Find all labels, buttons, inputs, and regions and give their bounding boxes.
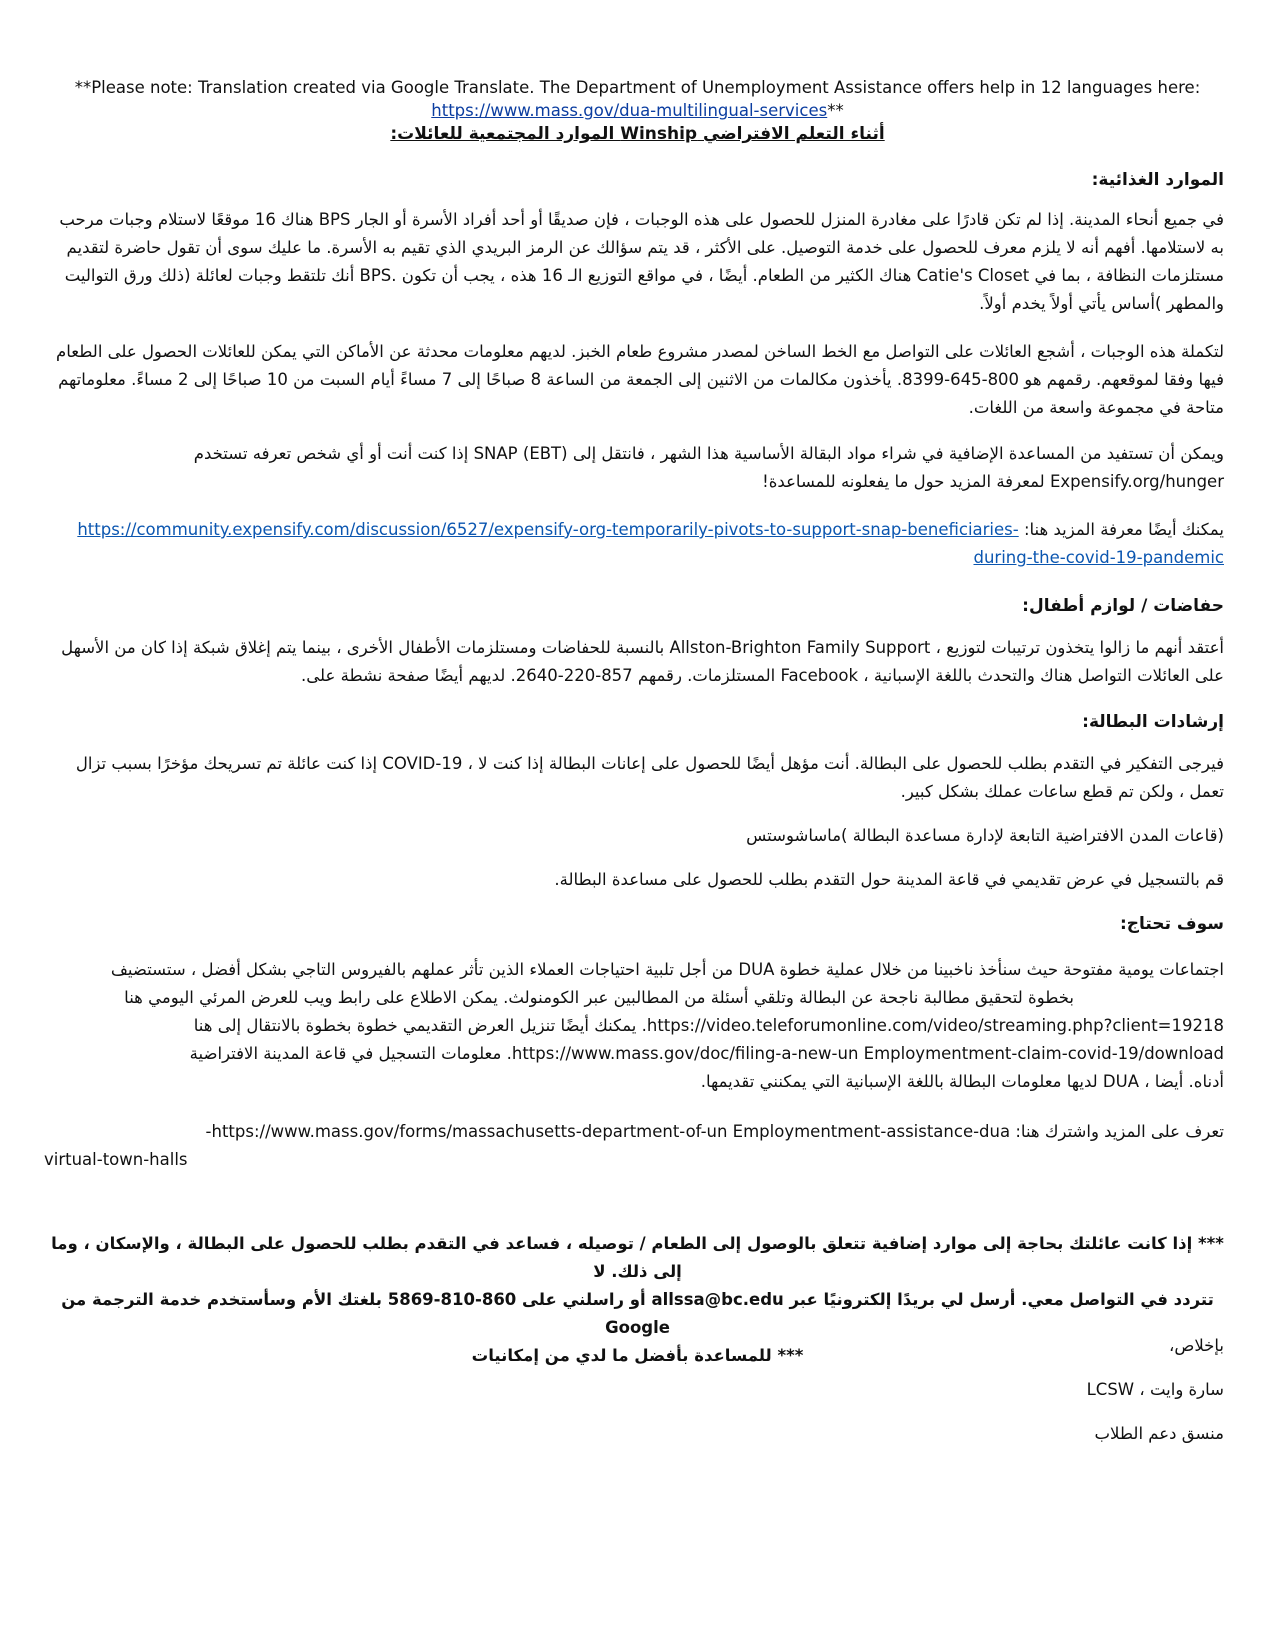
diapers-paragraph: أعتقد أنهم ما زالوا يتخذون ترتيبات لتوزيع ، Allston-Brighton Family Support بالنسبة للحفاضات ومستلزمات الأطفال الأخرى ، بينما يتم إغلاق شبكة إذا كان من الأسهل على العائلات التواصل هناك والتحدث باللغة الإسبانية ، Facebook المستلزمات. رقمهم 857-220-2640. لديهم أيضًا صفحة نشطة على. <box>61 638 1224 685</box>
food-paragraph-3: ويمكن أن تستفيد من المساعدة الإضافية في شراء مواد البقالة الأساسية هذا الشهر ، فانتقل إلى SNAP (EBT) إذا كنت أنت أو أي شخص تعرفه تستخدم Expensify.org/hunger لمعرفة المزيد حول ما يفعلونه للمساعدة! <box>193 444 1224 491</box>
expensify-more-info <box>44 516 1224 572</box>
need-line-1: اجتماعات يومية مفتوحة حيث سنأخذ ناخبينا من خلال عملية خطوة DUA من أجل تلبية احتياجات العملاء الذين تأثر عملهم بالفيروس التاجي بشكل أفضل ، ستستضيف <box>110 960 1224 979</box>
more-info-label: يمكنك أيضًا معرفة المزيد هنا: <box>1023 520 1224 539</box>
signature-name: سارة وايت ، LCSW <box>1086 1380 1224 1399</box>
diapers-heading: حفاضات / لوازم أطفال: <box>1022 596 1224 616</box>
unemployment-paragraph-1: فيرجى التفكير في التقدم بطلب للحصول على البطالة. أنت مؤهل أيضًا للحصول على إعانات البطالة إذا كنت لا ، COVID-19 إذا كنت عائلة تم تسريحك مؤخرًا بسبب تزال تعمل ، ولكن تم قطع ساعات عملك بشكل كبير. <box>75 754 1224 801</box>
need-line-6: تعرف على المزيد واشترك هنا: https://www.mass.gov/forms/massachusetts-department-of-un Employmentment-assistance-dua- <box>205 1122 1224 1141</box>
note-text: **Please note: Translation created via Google Translate. The Department of Unemployment Assistance offers help in 12 languages here: <box>74 78 1201 97</box>
need-line-4: https://www.mass.gov/doc/filing-a-new-un Employmentment-claim-covid-19/download. معلومات التسجيل في قاعة المدينة الافتراضية <box>189 1044 1224 1063</box>
need-line-7: virtual-town-halls <box>44 1150 188 1169</box>
unemployment-heading: إرشادات البطالة: <box>1082 712 1224 732</box>
food-paragraph-2: لتكملة هذه الوجبات ، أشجع العائلات على التواصل مع الخط الساخن لمصدر مشروع طعام الخبز. لديهم معلومات محدثة عن الأماكن التي يمكن للعائلات الحصول على الطعام فيها وفقا لموقعهم. رقمهم هو 800-645-8399. يأخذون مكالمات من الاثنين إلى الجمعة من الساعة 8 صباحًا إلى 7 مساءً أيام السبت من 10 صباحًا إلى 2 مساءً. معلوماتهم متاحة في مجموعة واسعة من اللغات. <box>56 342 1224 417</box>
closing-line-3: *** للمساعدة بأفضل ما لدي من إمكانيات <box>471 1346 804 1365</box>
expensify-discussion-link[interactable]: https://community.expensify.com/discussion/6527/expensify-org-temporarily-pivots-to-support-snap-beneficiaries-during-the-covid-19-pandemic <box>77 520 1224 567</box>
need-line-3: https://video.teleforumonline.com/video/streaming.php?client=19218. يمكنك أيضًا تنزيل العرض التقديمي خطوة بخطوة بالانتقال إلى هنا <box>193 1016 1224 1035</box>
page-title: أثناء التعلم الافتراضي Winship الموارد المجتمعية للعائلات: <box>390 124 885 144</box>
closing-line-1: *** إذا كانت عائلتك بحاجة إلى موارد إضافية تتعلق بالوصول إلى الطعام / توصيله ، فساعد في التقدم بطلب للحصول على البطالة ، والإسكان ، وما إلى ذلك. لا <box>51 1234 1224 1281</box>
unemployment-paragraph-2: (قاعات المدن الافتراضية التابعة لإدارة مساعدة البطالة )ماساشوستس <box>746 826 1224 845</box>
closing-line-2: تتردد في التواصل معي. أرسل لي بريدًا إلكترونيًا عبر allssa@bc.edu أو راسلني على 860-810-5869 بلغتك الأم وسأستخدم خدمة الترجمة من Google <box>61 1290 1214 1337</box>
multilingual-services-link[interactable]: https://www.mass.gov/dua-multilingual-services <box>431 101 828 120</box>
you-will-need-heading: سوف تحتاج: <box>1119 914 1224 934</box>
food-paragraph-1: في جميع أنحاء المدينة. إذا لم تكن قادرًا على مغادرة المنزل للحصول على هذه الوجبات ، فإن صديقًا أو أحد أفراد الأسرة أو الجار BPS هناك 16 موقعًا لاستلام وجبات مرحب به لاستلامها. أفهم أنه لا يلزم معرف للحصول على خدمة التوصيل. على الأكثر ، قد يتم سؤالك عن الرمز البريدي الذي تقيم به الأسرة. ما عليك سوى أن تقول حاضرة لتقديم مستلزمات النظافة ، بما في Catie's Closet هناك الكثير من الطعام. أيضًا ، في مواقع التوزيع الـ 16 هذه ، يجب أن تكون .BPS أنك تلتقط وجبات لعائلة (ذلك ورق التواليت والمطهر )أساس يأتي أولاً يخدم أولاً. <box>59 210 1224 313</box>
signature-sincerely: بإخلاص، <box>1169 1336 1224 1355</box>
need-line-5: أدناه. أيضا ، DUA لديها معلومات البطالة باللغة الإسبانية التي يمكنني تقديمها. <box>700 1072 1224 1091</box>
translation-note <box>40 76 1235 122</box>
food-resources-heading: الموارد الغذائية: <box>1091 170 1224 190</box>
need-line-2: بخطوة لتحقيق مطالبة ناجحة عن البطالة وتلقي أسئلة من المطالبين عبر الكومنولث. يمكن الاطلاع على رابط ويب للعرض المرئي اليومي هنا <box>124 988 1074 1007</box>
signature-title: منسق دعم الطلاب <box>1094 1424 1224 1443</box>
unemployment-paragraph-3: قم بالتسجيل في عرض تقديمي في قاعة المدينة حول التقدم بطلب للحصول على مساعدة البطالة. <box>554 870 1224 889</box>
note-suffix: ** <box>827 101 844 120</box>
